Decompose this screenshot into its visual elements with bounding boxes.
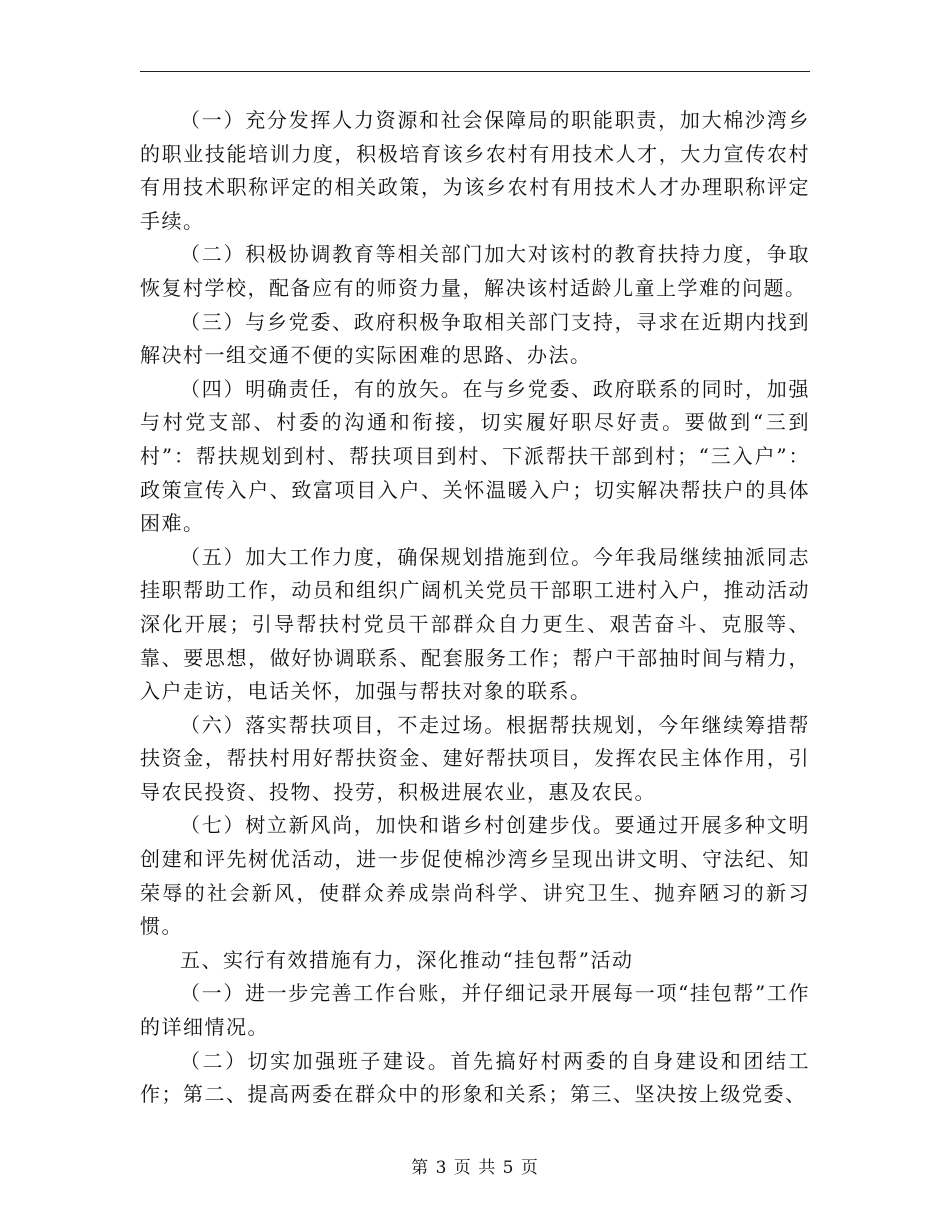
page-footer — [0, 1153, 950, 1178]
paragraph: （二）切实加强班子建设。首先搞好村两委的自身建设和团结工作；第二、提高两委在群众中的形象和关系；第三、坚决按上级党委、 — [140, 1048, 810, 1107]
paragraph: （五）加大工作力度，确保规划措施到位。今年我局继续抽派同志挂职帮助工作，动员和组织广阔机关党员干部职工进村入户，推动活动深化开展；引导帮扶村党员干部群众自力更生、艰苦奋斗、克服等、靠、要思想，做好协调联系、配套服务工作；帮户干部抽时间与精力，入户走访，电话关怀，加强与帮扶对象的联系。 — [140, 544, 810, 704]
paragraph: （一）进一步完善工作台账，并仔细记录开展每一项“挂包帮”工作的详细情况。 — [140, 981, 810, 1040]
page-number-label: 第 3 页 共 5 页 — [411, 1158, 539, 1178]
paragraph: （六）落实帮扶项目，不走过场。根据帮扶规划，今年继续筹措帮扶资金，帮扶村用好帮扶资金、建好帮扶项目，发挥农民主体作用，引导农民投资、投物、投劳，积极进展农业，惠及农民。 — [140, 712, 810, 804]
section-heading: 五、实行有效措施有力，深化推动“挂包帮”活动 — [180, 947, 634, 972]
header-rule — [140, 71, 810, 72]
paragraph: （三）与乡党委、政府积极争取相关部门支持，寻求在近期内找到解决村一组交通不便的实际困难的思路、办法。 — [140, 309, 810, 368]
paragraph: （一）充分发挥人力资源和社会保障局的职能职责，加大棉沙湾乡的职业技能培训力度，积极培育该乡农村有用技术人才，大力宣传农村有用技术职称评定的相关政策，为该乡农村有用技术人才办理职称评定手续。 — [140, 108, 810, 233]
paragraph: （七）树立新风尚，加快和谐乡村创建步伐。要通过开展多种文明创建和评先树优活动，进一步促使棉沙湾乡呈现出讲文明、守法纪、知荣辱的社会新风，使群众养成崇尚科学、讲究卫生、抛弃陋习的新习惯。 — [140, 813, 810, 939]
document-body — [140, 104, 810, 1112]
paragraph: （四）明确责任，有的放矢。在与乡党委、政府联系的同时，加强与村党支部、村委的沟通和衔接，切实履好职尽好责。要做到“三到村”：帮扶规划到村、帮扶项目到村、下派帮扶干部到村；“三入户”：政策宣传入户、致富项目入户、关怀温暖入户；切实解决帮扶户的具体困难。 — [140, 376, 810, 536]
paragraph: （二）积极协调教育等相关部门加大对该村的教育扶持力度，争取恢复村学校，配备应有的师资力量，解决该村适龄儿童上学难的问题。 — [140, 242, 810, 300]
